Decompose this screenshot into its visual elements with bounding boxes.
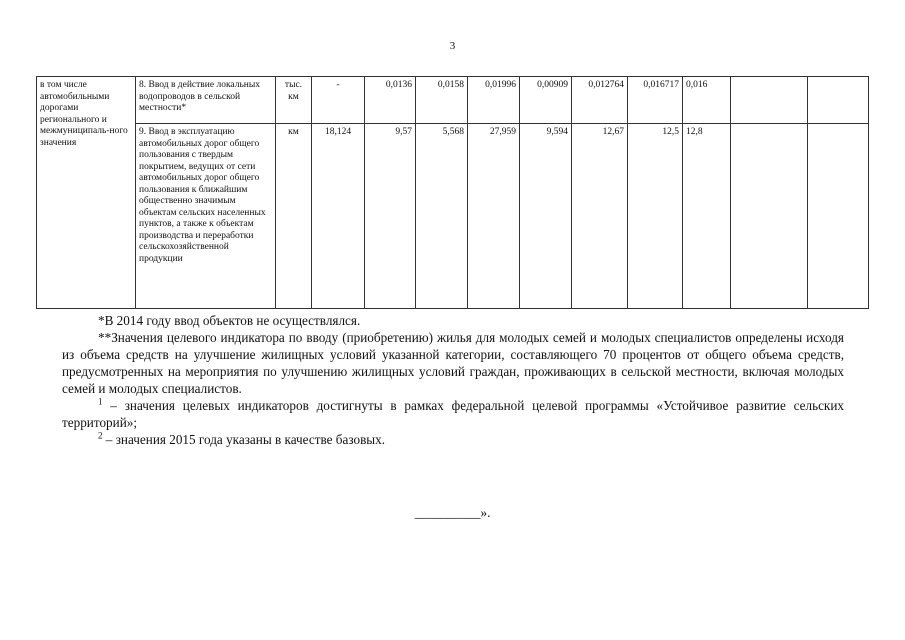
empty-cell [808,77,869,124]
value-cell: 12,67 [572,124,628,309]
empty-cell [808,124,869,309]
value-cell: 0,0136 [365,77,416,124]
indicator-cell: 9. Ввод в эксплуатацию автомобильных дорог общего пользования с твердым покрытием, ведущих от сети автомобильных дорог общего пользования к ближайшим общественно значимым объектам сельских населенных пунктов, а также к объектам производства и переработки сельскохозяйственной продукции [136,124,276,309]
closing-mark: __________». [414,505,491,520]
value-cell: 18,124 [312,124,365,309]
footnote-3 [62,397,844,431]
table-row [37,124,869,309]
unit-cell: тыс. км [276,77,312,124]
empty-cell [731,124,808,309]
value-cell: 0,00909 [520,77,572,124]
empty-cell [731,77,808,124]
footnote-mark: 1 [98,396,103,407]
value-cell: 0,0158 [416,77,468,124]
indicators-table [36,76,869,309]
footnote-text: – значения 2015 года указаны в качестве базовых. [102,432,386,447]
value-cell: 9,594 [520,124,572,309]
value-cell: 12,5 [628,124,683,309]
value-cell: 12,8 [683,124,731,309]
footnote-1: *В 2014 году ввод объектов не осуществлялся. [98,313,361,328]
value-cell: - [312,77,365,124]
footnote-2: **Значения целевого индикатора по вводу (приобретению) жилья для молодых семей и молодых специалистов определены исходя из объема средств на улучшение жилищных условий указанной категории, составляющего 70 процентов от общего объема средств, предусмотренных на мероприятия по улучшению жилищных условий граждан, проживающих в сельской местности, включая молодых семей и молодых специалистов. [62,330,844,396]
value-cell: 27,959 [468,124,520,309]
footnote-text: – значения целевых индикаторов достигнуты в рамках федеральной целевой программы «Устойчивое развитие сельских территорий»; [62,398,844,430]
footnote-mark: 2 [98,430,103,441]
page-number: 3 [449,40,456,52]
unit-cell: км [276,124,312,309]
value-cell: 0,016717 [628,77,683,124]
value-cell: 5,568 [416,124,468,309]
table-row [37,77,869,124]
footnote-4 [62,431,844,448]
group-label-cell: в том числе автомобильными дорогами регионального и межмуниципаль-ного значения [37,77,136,309]
value-cell: 0,01996 [468,77,520,124]
footnotes [62,312,844,448]
value-cell: 0,016 [683,77,731,124]
indicator-cell: 8. Ввод в действие локальных водопроводов в сельской местности* [136,77,276,124]
value-cell: 9,57 [365,124,416,309]
value-cell: 0,012764 [572,77,628,124]
